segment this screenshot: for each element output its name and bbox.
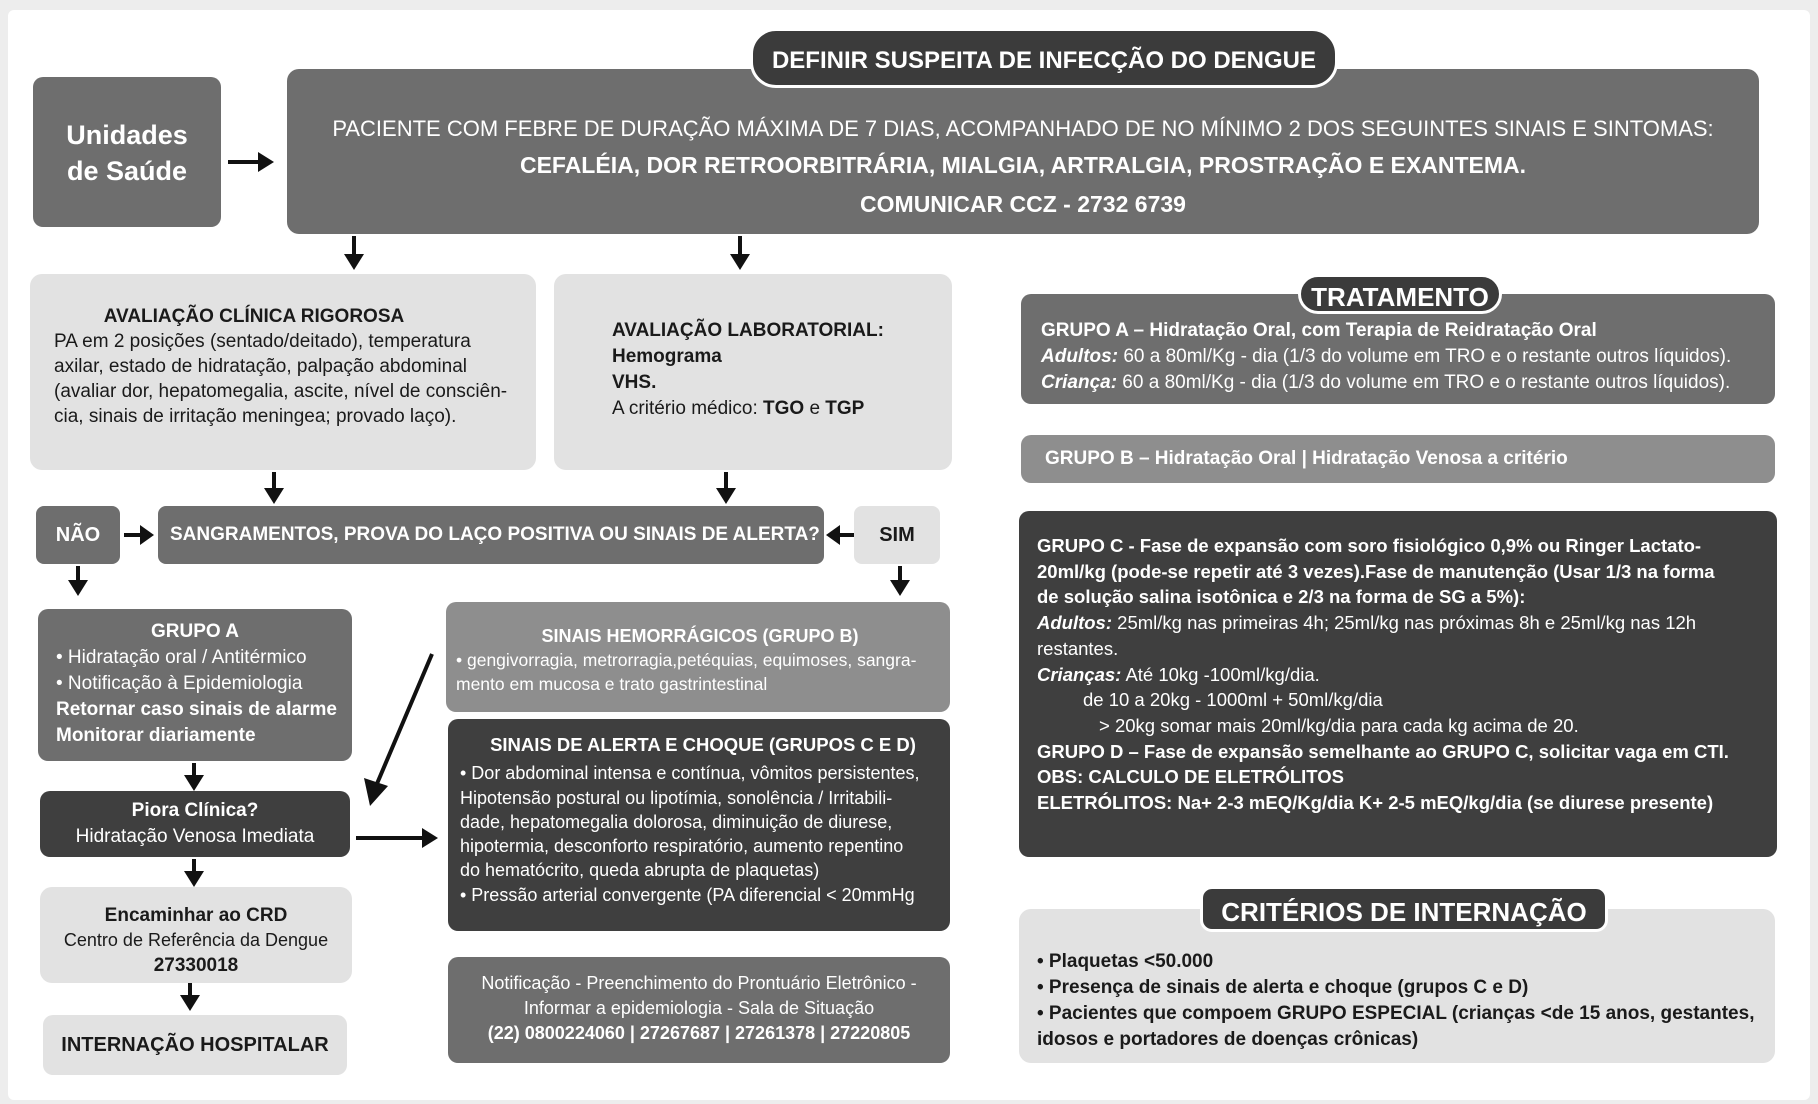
treatment-group-c-box bbox=[1019, 511, 1777, 857]
treatment-a-title: GRUPO A – Hidratação Oral, com Terapia de Reidratação Oral bbox=[1041, 320, 1597, 341]
treatment-a-adults bbox=[1041, 344, 1775, 370]
arrow-no-to-question bbox=[122, 523, 158, 547]
treatment-c-adults-label: Adultos: bbox=[1037, 612, 1113, 634]
treatment-c-line3: de solução salina isotônica e 2/3 na forma de SG a 5%): bbox=[1037, 586, 1526, 608]
lab-criteria-prefix: A critério médico: bbox=[612, 398, 763, 419]
lab-title: AVALIAÇÃO LABORATORIAL: bbox=[612, 320, 884, 341]
hemorrhagic-line2: mento em mucosa e trato gastrintestinal bbox=[456, 674, 768, 694]
group-a-line2: • Notificação à Epidemiologia bbox=[56, 673, 303, 694]
criteria-line4: idosos e portadores de doenças crônicas) bbox=[1037, 1029, 1419, 1050]
treatment-a-child-label: Criança: bbox=[1041, 372, 1118, 393]
crd-title: Encaminhar ao CRD bbox=[104, 905, 288, 926]
page-title: DEFINIR SUSPEITA DE INFECÇÃO DO DENGUE bbox=[750, 28, 1338, 88]
hemorrhagic-title: SINAIS HEMORRÁGICOS (GRUPO B) bbox=[541, 626, 859, 646]
arrow-no-down bbox=[66, 566, 90, 598]
notification-box bbox=[448, 957, 950, 1063]
group-a-title: GRUPO A bbox=[151, 621, 239, 642]
units-line2: de Saúde bbox=[66, 156, 188, 186]
worsening-title: Piora Clínica? bbox=[131, 800, 259, 821]
lab-item-hemograma: Hemograma bbox=[612, 346, 722, 367]
arrow-group-a-down bbox=[182, 763, 206, 793]
arrow-worsening-to-alert bbox=[354, 826, 444, 850]
arrow-units-right bbox=[226, 150, 276, 174]
crd-phone: 27330018 bbox=[153, 955, 239, 976]
lab-item-vhs: VHS. bbox=[612, 372, 657, 393]
alert-line2: Hipotensão postural ou lipotímia, sonolência / Irritabili- bbox=[460, 787, 893, 808]
lab-evaluation-box bbox=[554, 274, 952, 470]
yes-box: SIM bbox=[854, 506, 940, 564]
notification-line3: (22) 0800224060 | 27267687 | 27261378 | 27220805 bbox=[487, 1023, 911, 1043]
clinical-line4: cia, sinais de irritação meningea; provado laço). bbox=[54, 406, 457, 427]
arrow-down-lab bbox=[728, 236, 752, 272]
group-a-line1: • Hidratação oral / Antitérmico bbox=[56, 647, 307, 668]
alert-title: SINAIS DE ALERTA E CHOQUE (GRUPOS C E D) bbox=[490, 734, 916, 755]
clinical-line1: PA em 2 posições (sentado/deitado), temperatura bbox=[54, 331, 471, 352]
worsening-text: Hidratação Venosa Imediata bbox=[75, 826, 315, 847]
treatment-c-adults-text: 25ml/kg nas primeiras 4h; 25ml/kg nas próximas 8h e 25ml/kg nas 12h bbox=[1112, 612, 1697, 634]
units-line1: Unidades bbox=[66, 120, 188, 150]
crd-box bbox=[40, 887, 352, 983]
clinical-line3: (avaliar dor, hepatomegalia, ascite, nível de consciên- bbox=[54, 381, 508, 402]
lab-and: e bbox=[804, 398, 826, 419]
treatment-c-child3: > 20kg somar mais 20ml/kg/dia para cada kg acima de 20. bbox=[1099, 714, 1579, 736]
treatment-obs: OBS: CALCULO DE ELETRÓLITOS bbox=[1037, 766, 1344, 788]
alert-line1: • Dor abdominal intensa e contínua, vômitos persistentes, bbox=[460, 763, 920, 784]
treatment-c-line2: 20ml/kg (pode-se repetir até 3 vezes).Fase de manutenção (Usar 1/3 na forma bbox=[1037, 560, 1715, 582]
lab-tgp: TGP bbox=[825, 398, 865, 419]
notification-line1: Notificação - Preenchimento do Prontuário Eletrônico - bbox=[481, 973, 917, 993]
treatment-group-b-box: GRUPO B – Hidratação Oral | Hidratação Venosa a critério bbox=[1021, 435, 1775, 483]
suspicion-line3: COMUNICAR CCZ - 2732 6739 bbox=[860, 191, 1186, 217]
suspicion-line1: PACIENTE COM FEBRE DE DURAÇÃO MÁXIMA DE 7 DIAS, ACOMPANHADO DE NO MÍNIMO 2 DOS SEGUINTES SINAIS E SINTOMAS: bbox=[332, 116, 1714, 141]
arrow-yes-down bbox=[888, 566, 912, 598]
hemorrhagic-line1: • gengivorragia, metrorragia,petéquias, equimoses, sangra- bbox=[456, 650, 917, 670]
clinical-title: AVALIAÇÃO CLÍNICA RIGOROSA bbox=[103, 306, 405, 327]
criteria-line3: • Pacientes que compoem GRUPO ESPECIAL (crianças <de 15 anos, gestantes, bbox=[1037, 1003, 1755, 1024]
suspicion-line2: CEFALÉIA, DOR RETROORBITRÁRIA, MIALGIA, ARTRALGIA, PROSTRAÇÃO E EXANTEMA. bbox=[519, 152, 1527, 178]
treatment-a-adults-text: 60 a 80ml/Kg - dia (1/3 do volume em TRO e o restante outros líquidos). bbox=[1118, 346, 1732, 367]
alert-line4: hipotermia, desconforto respiratório, aumento repentino bbox=[460, 836, 904, 857]
no-box: NÃO bbox=[36, 506, 120, 564]
treatment-c-child2: de 10 a 20kg - 1000ml + 50ml/kg/dia bbox=[1083, 689, 1383, 711]
arrow-clinical-to-question bbox=[262, 472, 286, 506]
criteria-line2: • Presença de sinais de alerta e choque (grupos C e D) bbox=[1037, 977, 1529, 998]
treatment-d-line: GRUPO D – Fase de expansão semelhante ao GRUPO C, solicitar vaga em CTI. bbox=[1037, 740, 1729, 762]
hemorrhagic-signs-box bbox=[446, 602, 950, 712]
treatment-a-adults-label: Adultos: bbox=[1041, 346, 1119, 367]
criteria-line1: • Plaquetas <50.000 bbox=[1037, 951, 1214, 972]
units-box bbox=[33, 77, 221, 227]
arrow-lab-to-question bbox=[714, 472, 738, 506]
treatment-c-child-label: Crianças: bbox=[1037, 663, 1122, 685]
alert-shock-box bbox=[448, 719, 950, 931]
treatment-a-child bbox=[1041, 370, 1775, 396]
treatment-electrolytes: ELETRÓLITOS: Na+ 2-3 mEQ/Kg/dia K+ 2-5 mEQ/kg/dia (se diurese presente) bbox=[1037, 792, 1714, 814]
alert-line5: do hematócrito, queda abrupta de plaquetas) bbox=[460, 860, 820, 881]
criteria-title: CRITÉRIOS DE INTERNAÇÃO bbox=[1200, 886, 1608, 932]
lab-tgo: TGO bbox=[763, 398, 805, 419]
question-box: SANGRAMENTOS, PROVA DO LAÇO POSITIVA OU SINAIS DE ALERTA? bbox=[158, 506, 824, 564]
group-a-line4: Monitorar diariamente bbox=[56, 725, 256, 746]
notification-line2: Informar a epidemiologia - Sala de Situação bbox=[523, 998, 875, 1018]
treatment-title: TRATAMENTO bbox=[1298, 274, 1502, 314]
crd-text: Centro de Referência da Dengue bbox=[63, 930, 329, 950]
alert-line3: dade, hepatomegalia dolorosa, diminuição de diurese, bbox=[460, 811, 893, 832]
clinical-evaluation-box bbox=[30, 274, 536, 470]
treatment-c-line1: GRUPO C - Fase de expansão com soro fisiológico 0,9% ou Ringer Lactato- bbox=[1037, 535, 1702, 556]
treatment-c-adults bbox=[1037, 610, 1777, 636]
treatment-c-child bbox=[1037, 662, 1777, 688]
treatment-c-adults-cont: restantes. bbox=[1037, 637, 1119, 659]
arrow-diagonal-to-worsening bbox=[358, 650, 438, 810]
group-a-line3: Retornar caso sinais de alarme bbox=[56, 699, 337, 720]
treatment-a-child-text: 60 a 80ml/Kg - dia (1/3 do volume em TRO e o restante outros líquidos). bbox=[1117, 372, 1731, 393]
alert-line6: • Pressão arterial convergente (PA diferencial < 20mmHg bbox=[460, 884, 915, 905]
suspicion-box bbox=[287, 69, 1759, 234]
lab-criteria bbox=[612, 396, 952, 422]
hospitalization-box: INTERNAÇÃO HOSPITALAR bbox=[43, 1015, 347, 1075]
arrow-worsening-down bbox=[182, 859, 206, 889]
flowchart-canvas bbox=[8, 10, 1810, 1100]
worsening-box bbox=[40, 791, 350, 857]
arrow-crd-down bbox=[178, 983, 202, 1013]
treatment-c-child-text: Até 10kg -100ml/kg/dia. bbox=[1121, 663, 1320, 685]
group-a-box bbox=[38, 609, 352, 761]
clinical-line2: axilar, estado de hidratação, palpação abdominal bbox=[54, 356, 468, 377]
arrow-down-clinical bbox=[342, 236, 366, 272]
